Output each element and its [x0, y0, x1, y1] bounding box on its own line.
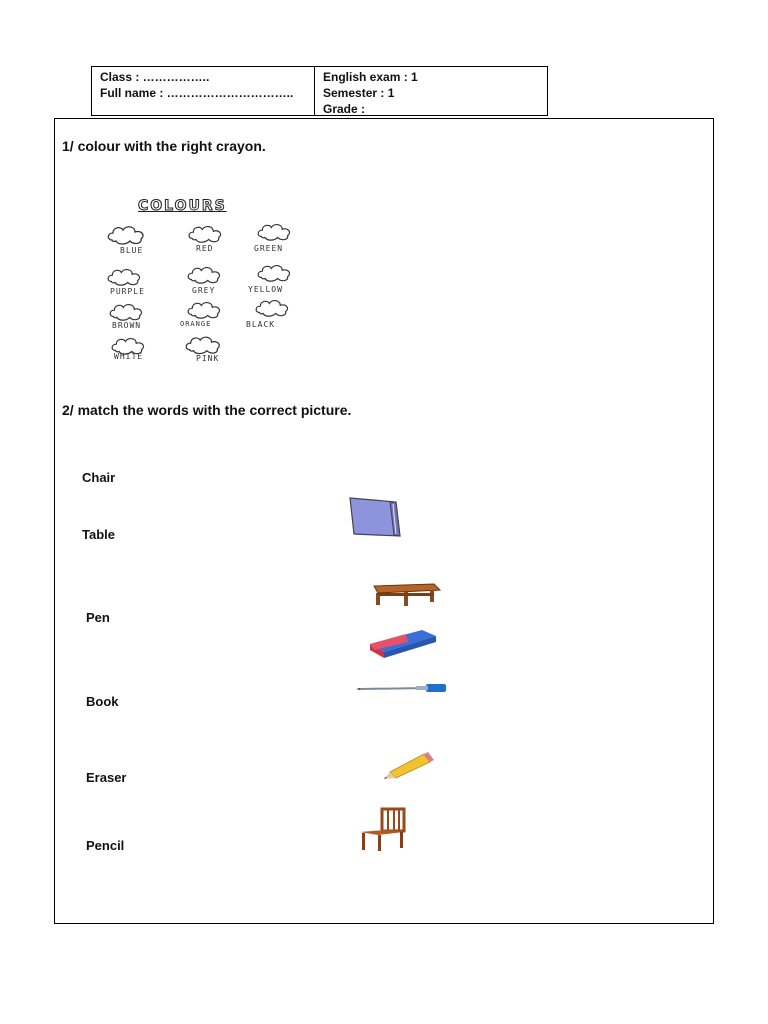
- colour-label-purple: PURPLE: [110, 287, 145, 296]
- cloud-black-icon[interactable]: [254, 298, 292, 318]
- full-name-field[interactable]: Full name : …………………………..: [100, 86, 294, 100]
- colours-sheet-title: COLOURS: [138, 198, 227, 214]
- pen-icon[interactable]: [356, 680, 452, 696]
- colour-label-green: GREEN: [254, 244, 284, 253]
- colour-label-blue: BLUE: [120, 246, 144, 255]
- word-eraser[interactable]: Eraser: [86, 770, 127, 785]
- cloud-pink-icon[interactable]: [184, 334, 224, 356]
- word-book[interactable]: Book: [86, 694, 119, 709]
- colour-label-yellow: YELLOW: [248, 285, 283, 294]
- colour-label-orange: ORANGE: [180, 320, 212, 328]
- exam-label: English exam : 1: [323, 70, 418, 84]
- colours-worksheet: [98, 192, 320, 382]
- cloud-grey-icon[interactable]: [186, 264, 224, 286]
- cloud-green-icon[interactable]: [256, 222, 294, 242]
- question-1-title: 1/ colour with the right crayon.: [62, 138, 266, 154]
- word-pen[interactable]: Pen: [86, 610, 110, 625]
- colour-label-white: WHITE: [114, 352, 144, 361]
- cloud-orange-icon[interactable]: [186, 300, 224, 320]
- colour-label-grey: GREY: [192, 286, 216, 295]
- table-icon[interactable]: [370, 580, 442, 608]
- question-2-title: 2/ match the words with the correct picture.: [62, 402, 352, 418]
- grade-field[interactable]: Grade :: [323, 102, 366, 116]
- cloud-purple-icon[interactable]: [106, 266, 144, 288]
- book-icon[interactable]: [346, 494, 404, 540]
- pencil-icon[interactable]: [380, 748, 436, 782]
- header-table: [91, 66, 548, 116]
- chair-icon[interactable]: [356, 806, 408, 852]
- student-info-cell: [92, 67, 315, 115]
- colour-label-brown: BROWN: [112, 321, 142, 330]
- word-pencil[interactable]: Pencil: [86, 838, 125, 853]
- colour-label-black: BLACK: [246, 320, 276, 329]
- cloud-brown-icon[interactable]: [108, 302, 146, 322]
- semester-label: Semester : 1: [323, 86, 395, 100]
- colour-label-red: RED: [196, 244, 214, 253]
- exam-info-cell: [315, 67, 547, 115]
- word-table[interactable]: Table: [82, 527, 115, 542]
- class-field[interactable]: Class : ……………..: [100, 70, 210, 84]
- cloud-yellow-icon[interactable]: [256, 262, 294, 284]
- eraser-icon[interactable]: [362, 628, 442, 662]
- cloud-blue-icon[interactable]: [106, 224, 148, 246]
- colour-label-pink: PINK: [196, 354, 220, 363]
- word-chair[interactable]: Chair: [82, 470, 116, 485]
- cloud-red-icon[interactable]: [186, 224, 226, 244]
